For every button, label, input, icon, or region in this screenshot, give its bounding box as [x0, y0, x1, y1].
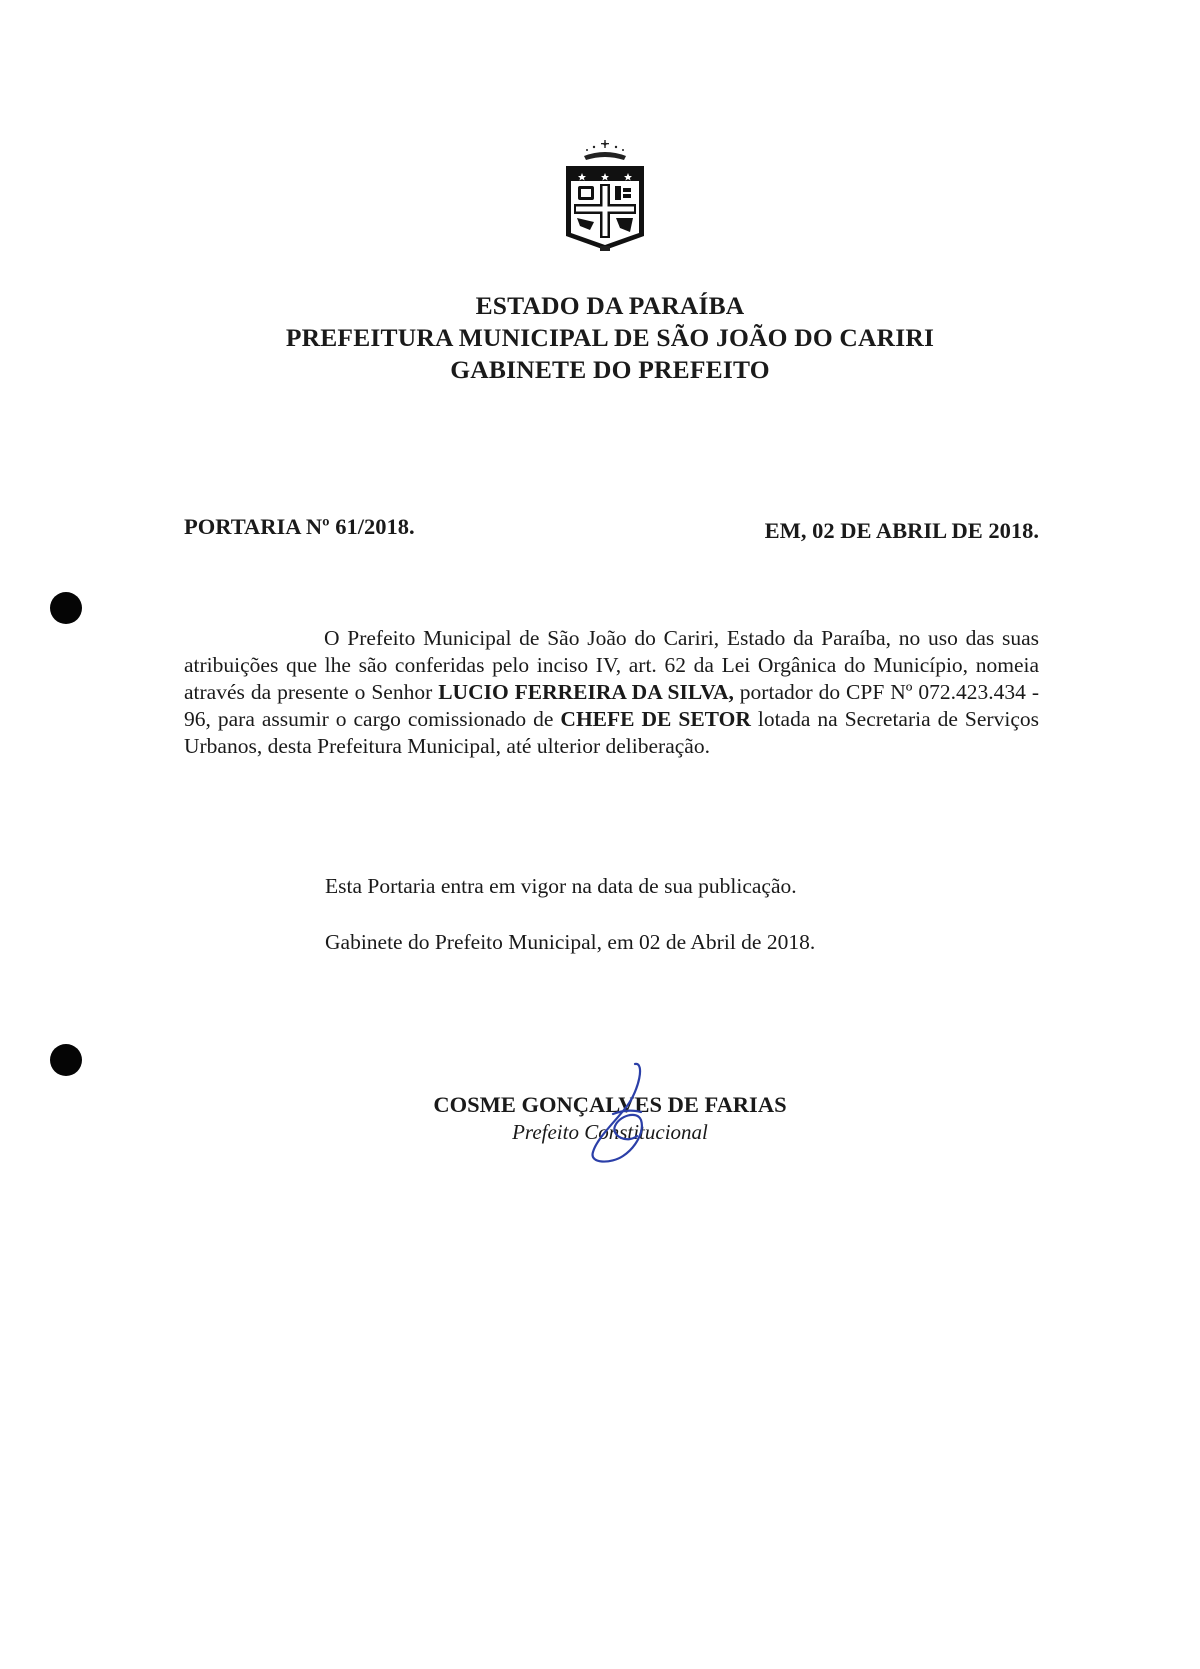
punch-hole — [50, 1044, 82, 1076]
gabinete-date-line: Gabinete do Prefeito Municipal, em 02 de Abril de 2018. — [325, 930, 816, 954]
appointee-name: LUCIO FERREIRA DA SILVA, — [438, 680, 734, 704]
header-prefeitura: PREFEITURA MUNICIPAL DE SÃO JOÃO DO CARIRI — [285, 323, 935, 352]
coat-of-arms-icon — [560, 138, 650, 258]
signer-name: COSME GONÇALVES DE FARIAS — [433, 1092, 787, 1117]
handwritten-signature-icon — [575, 1060, 675, 1170]
header-state: ESTADO DA PARAÍBA — [475, 291, 745, 320]
header-gabinete: GABINETE DO PREFEITO — [450, 355, 770, 384]
portaria-line — [184, 514, 1039, 544]
body-text-part1: O Prefeito Municipal de São João do Cariri, Estado da Paraíba, no uso das suas atribuições que lhe são conferidas pelo inciso IV, art. 62 da Lei Orgânica do Município, nomeia através da presente o Senhor — [184, 626, 1039, 704]
position-title: CHEFE DE SETOR — [560, 707, 751, 731]
portaria-date: EM, 02 DE ABRIL DE 2018. — [764, 518, 1039, 543]
signer-role: Prefeito Constitucional — [512, 1120, 708, 1144]
portaria-number: PORTARIA Nº 61/2018. — [184, 514, 415, 539]
document-header — [0, 290, 1200, 386]
body-text-part3: lotada na Secretaria de Serviços Urbanos, desta Prefeitura Municipal, até ulterior deliberação. — [184, 707, 1039, 758]
vigor-statement: Esta Portaria entra em vigor na data de sua publicação. — [325, 874, 797, 898]
punch-hole — [50, 592, 82, 624]
body-paragraph — [184, 625, 1039, 760]
body-text-part2: portador do CPF Nº 072.423.434 - 96, para assumir o cargo comissionado de — [184, 680, 1039, 731]
